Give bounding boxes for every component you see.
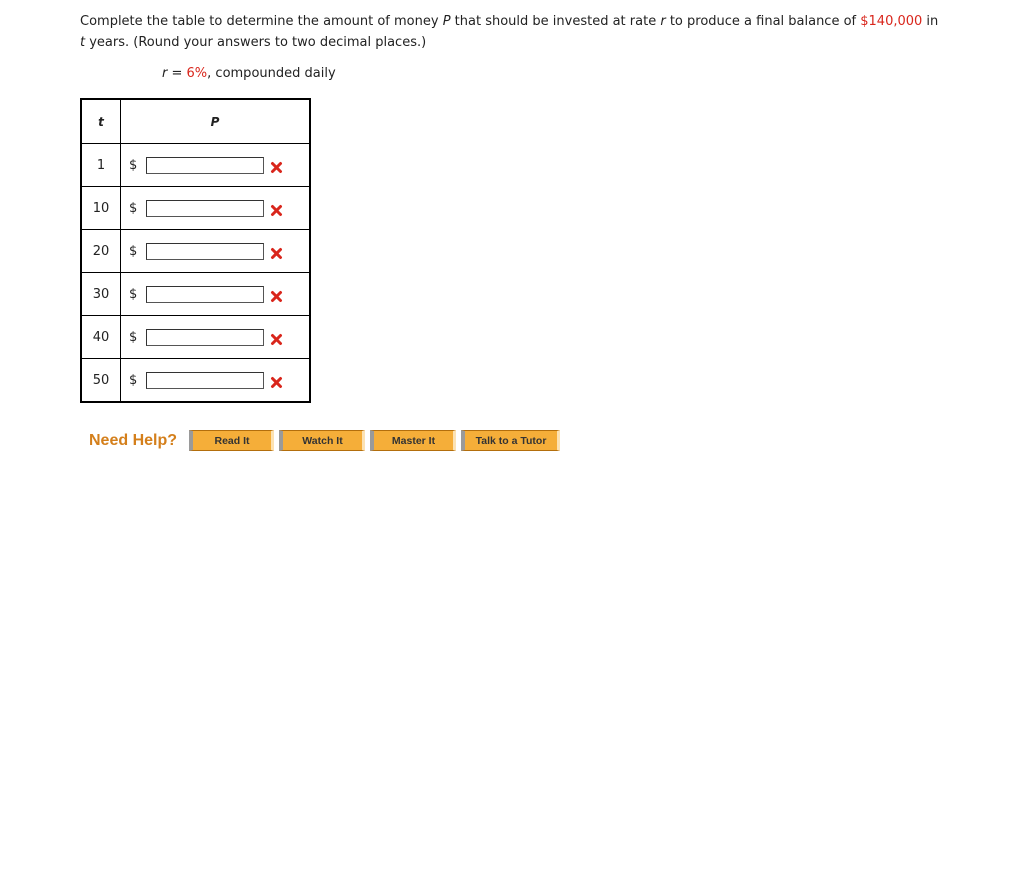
time-value: 30 <box>81 273 121 316</box>
incorrect-x-icon <box>270 333 283 346</box>
principal-input[interactable] <box>146 243 264 260</box>
final-balance-value: $140,000 <box>860 14 923 29</box>
table-row <box>81 273 310 316</box>
variable-r: r <box>162 66 168 81</box>
table-row <box>81 144 310 187</box>
principal-cell-content <box>121 372 309 389</box>
time-value: 1 <box>81 144 121 187</box>
principal-cell <box>121 144 311 187</box>
incorrect-x-icon <box>270 376 283 389</box>
principal-input[interactable] <box>146 329 264 346</box>
table-row <box>81 230 310 273</box>
time-value: 50 <box>81 359 121 403</box>
principal-cell-content <box>121 157 309 174</box>
need-help-bar <box>89 430 565 451</box>
talk-to-a-tutor-button[interactable]: Talk to a Tutor <box>461 430 560 451</box>
incorrect-x-icon <box>270 290 283 303</box>
principal-cell <box>121 187 311 230</box>
table-header-row <box>81 99 310 144</box>
principal-cell <box>121 230 311 273</box>
principal-cell-content <box>121 200 309 217</box>
incorrect-x-icon <box>270 204 283 217</box>
table-row <box>81 316 310 359</box>
incorrect-x-icon <box>270 161 283 174</box>
incorrect-x-icon <box>270 247 283 260</box>
principal-input[interactable] <box>146 157 264 174</box>
currency-symbol: $ <box>129 200 138 216</box>
question-part: that should be invested at rate <box>450 14 661 29</box>
currency-symbol: $ <box>129 157 138 173</box>
question-part: in <box>922 14 939 29</box>
principal-cell-content <box>121 286 309 303</box>
question-part: Complete the table to determine the amount of money <box>80 14 443 29</box>
rate-condition <box>162 63 336 84</box>
currency-symbol: $ <box>129 286 138 302</box>
table-row <box>81 359 310 403</box>
header-t: t <box>81 99 121 144</box>
table-row <box>81 187 310 230</box>
watch-it-button[interactable]: Watch It <box>279 430 365 451</box>
time-value: 10 <box>81 187 121 230</box>
master-it-button[interactable]: Master It <box>370 430 456 451</box>
principal-cell-content <box>121 243 309 260</box>
principal-input[interactable] <box>146 200 264 217</box>
variable-t: t <box>80 35 86 50</box>
header-p: P <box>121 99 311 144</box>
currency-symbol: $ <box>129 372 138 388</box>
read-it-button[interactable]: Read It <box>189 430 274 451</box>
question-part: years. (Round your answers to two decimal places.) <box>85 35 427 50</box>
variable-p: P <box>442 14 451 29</box>
currency-symbol: $ <box>129 243 138 259</box>
compounding-text: , compounded daily <box>207 66 336 81</box>
question-text <box>80 11 1000 53</box>
equals-sign: = <box>167 66 187 81</box>
principal-input[interactable] <box>146 286 264 303</box>
principal-input[interactable] <box>146 372 264 389</box>
principal-cell <box>121 316 311 359</box>
principal-cell <box>121 273 311 316</box>
need-help-label: Need Help? <box>89 431 178 449</box>
answer-table <box>80 98 311 403</box>
question-part: to produce a final balance of <box>665 14 861 29</box>
principal-cell <box>121 359 311 403</box>
rate-value: 6% <box>186 66 208 81</box>
variable-r: r <box>660 14 666 29</box>
time-value: 20 <box>81 230 121 273</box>
currency-symbol: $ <box>129 329 138 345</box>
principal-cell-content <box>121 329 309 346</box>
time-value: 40 <box>81 316 121 359</box>
